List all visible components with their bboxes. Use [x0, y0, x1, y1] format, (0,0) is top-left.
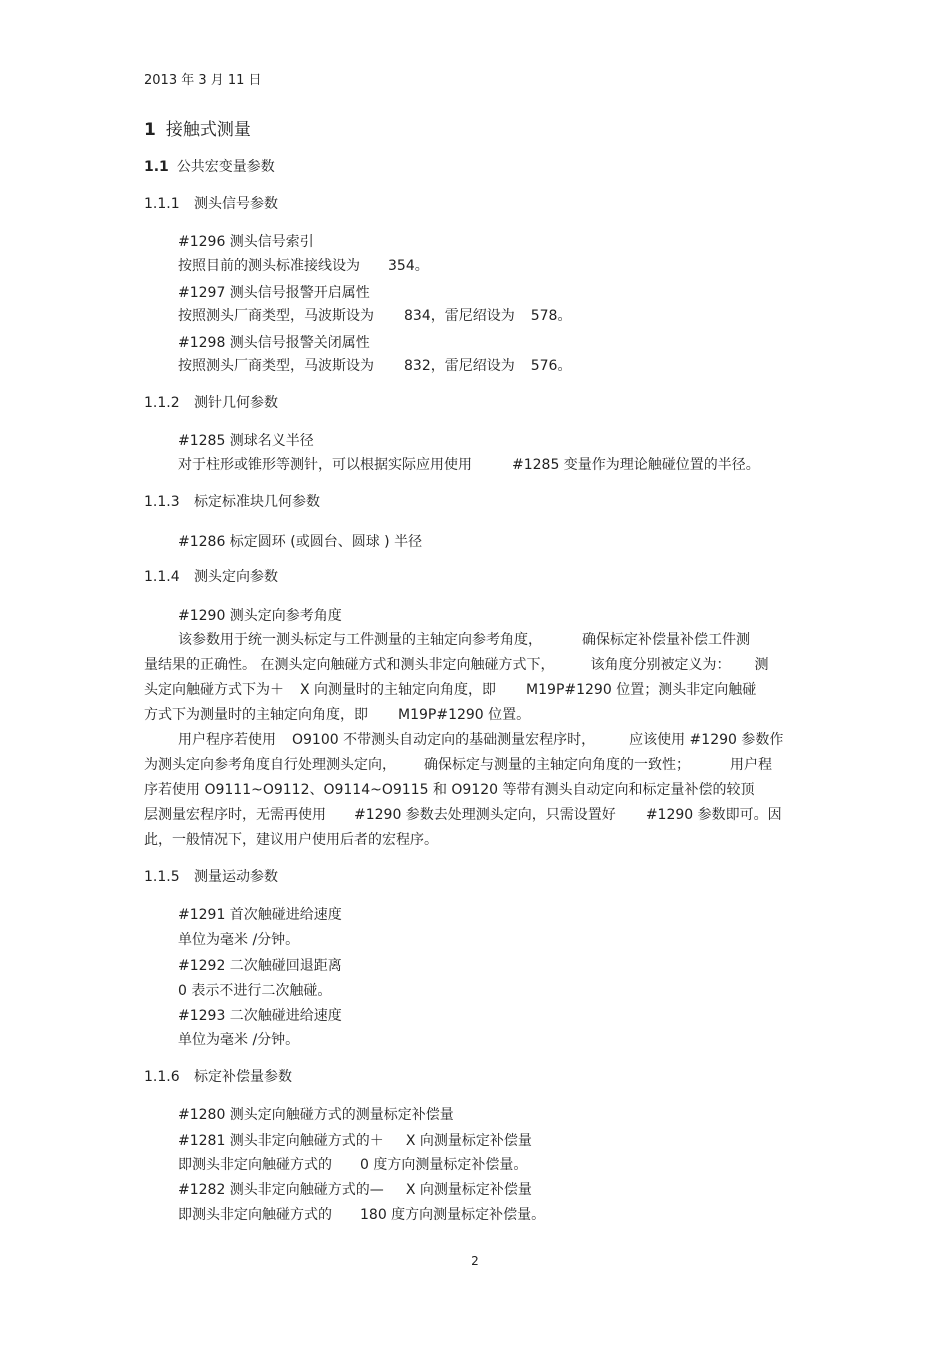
subsection-title: 测头信号参数: [194, 196, 278, 212]
subsection-title: 测头定向参数: [194, 569, 278, 585]
subsection-number: 1.1.2: [144, 395, 180, 411]
section-title: 公共宏变量参数: [176, 159, 275, 175]
param-description: 单位为毫米 /分钟。: [178, 932, 300, 948]
param-description: 按照目前的测头标准接线设为 354。: [178, 258, 429, 274]
chapter-title: 接触式测量: [165, 120, 251, 140]
param-description: 即测头非定向触碰方式的 0 度方向测量标定补偿量。: [178, 1157, 528, 1173]
subsection-heading: [144, 493, 320, 511]
param-label: #1297 测头信号报警开启属性: [178, 285, 370, 301]
param-label: #1296 测头信号索引: [178, 234, 314, 250]
subsection-number: 1.1.6: [144, 1069, 180, 1085]
paragraph-line: 量结果的正确性。 在测头定向触碰方式和测头非定向触碰方式下， 该角度分别被定义为： 测: [144, 657, 769, 673]
paragraph-line: 层测量宏程序时，无需再使用 #1290 参数去处理测头定向，只需设置好 #1290 参数即可。因: [144, 807, 782, 823]
paragraph-line: 头定向触碰方式下为＋ X 向测量时的主轴定向角度，即 M19P#1290 位置；测头非定向触碰: [144, 682, 757, 698]
subsection-heading: [144, 568, 278, 586]
subsection-heading: [144, 394, 278, 412]
param-label: #1292 二次触碰回退距离: [178, 958, 342, 974]
subsection-heading: [144, 868, 278, 886]
param-description: 0 表示不进行二次触碰。: [178, 983, 332, 999]
param-label: #1280 测头定向触碰方式的测量标定补偿量: [178, 1107, 454, 1123]
subsection-title: 测针几何参数: [194, 395, 278, 411]
param-description: 即测头非定向触碰方式的 180 度方向测量标定补偿量。: [178, 1207, 546, 1223]
chapter-number: 1: [144, 120, 156, 140]
paragraph-line: 为测头定向参考角度自行处理测头定向， 确保标定与测量的主轴定向角度的一致性； 用户程: [144, 757, 772, 773]
param-description: 按照测头厂商类型，马波斯设为 834，雷尼绍设为 578。: [178, 308, 572, 324]
param-label: #1293 二次触碰进给速度: [178, 1008, 342, 1024]
param-label: #1291 首次触碰进给速度: [178, 907, 342, 923]
param-label: #1282 测头非定向触碰方式的— X 向测量标定补偿量: [178, 1182, 532, 1198]
paragraph-line: 方式下为测量时的主轴定向角度，即 M19P#1290 位置。: [144, 707, 531, 723]
document-date: 2013 年 3 月 11 日: [144, 73, 262, 88]
subsection-title: 标定补偿量参数: [194, 1069, 292, 1085]
param-description: 单位为毫米 /分钟。: [178, 1032, 300, 1048]
section-number: 1.1: [144, 159, 169, 175]
subsection-number: 1.1.4: [144, 569, 180, 585]
subsection-heading: [144, 1068, 292, 1086]
param-label: #1290 测头定向参考角度: [178, 608, 342, 624]
subsection-number: 1.1.5: [144, 869, 180, 885]
param-label: #1286 标定圆环 (或圆台、圆球 ) 半径: [178, 534, 423, 550]
param-description: 对于柱形或锥形等测针，可以根据实际应用使用 #1285 变量作为理论触碰位置的半径。: [178, 457, 760, 473]
paragraph-line: 此，一般情况下，建议用户使用后者的宏程序。: [144, 832, 438, 848]
subsection-number: 1.1.3: [144, 494, 180, 510]
subsection-number: 1.1.1: [144, 196, 180, 212]
section-heading: [144, 158, 275, 176]
paragraph-line: 用户程序若使用 O9100 不带测头自动定向的基础测量宏程序时， 应该使用 #1290 参数作: [178, 732, 784, 748]
subsection-heading: [144, 195, 278, 213]
param-label: #1281 测头非定向触碰方式的＋ X 向测量标定补偿量: [178, 1133, 532, 1149]
subsection-title: 测量运动参数: [194, 869, 278, 885]
page-number: 2: [471, 1254, 479, 1268]
subsection-title: 标定标准块几何参数: [194, 494, 320, 510]
param-label: #1285 测球名义半径: [178, 433, 314, 449]
paragraph-line: 序若使用 O9111~O9112、O9114~O9115 和 O9120 等带有测头自动定向和标定量补偿的较顶: [144, 782, 755, 798]
paragraph-line: 该参数用于统一测头标定与工件测量的主轴定向参考角度， 确保标定补偿量补偿工件测: [178, 632, 750, 648]
param-description: 按照测头厂商类型，马波斯设为 832，雷尼绍设为 576。: [178, 358, 572, 374]
param-label: #1298 测头信号报警关闭属性: [178, 335, 370, 351]
chapter-heading: [144, 121, 251, 139]
